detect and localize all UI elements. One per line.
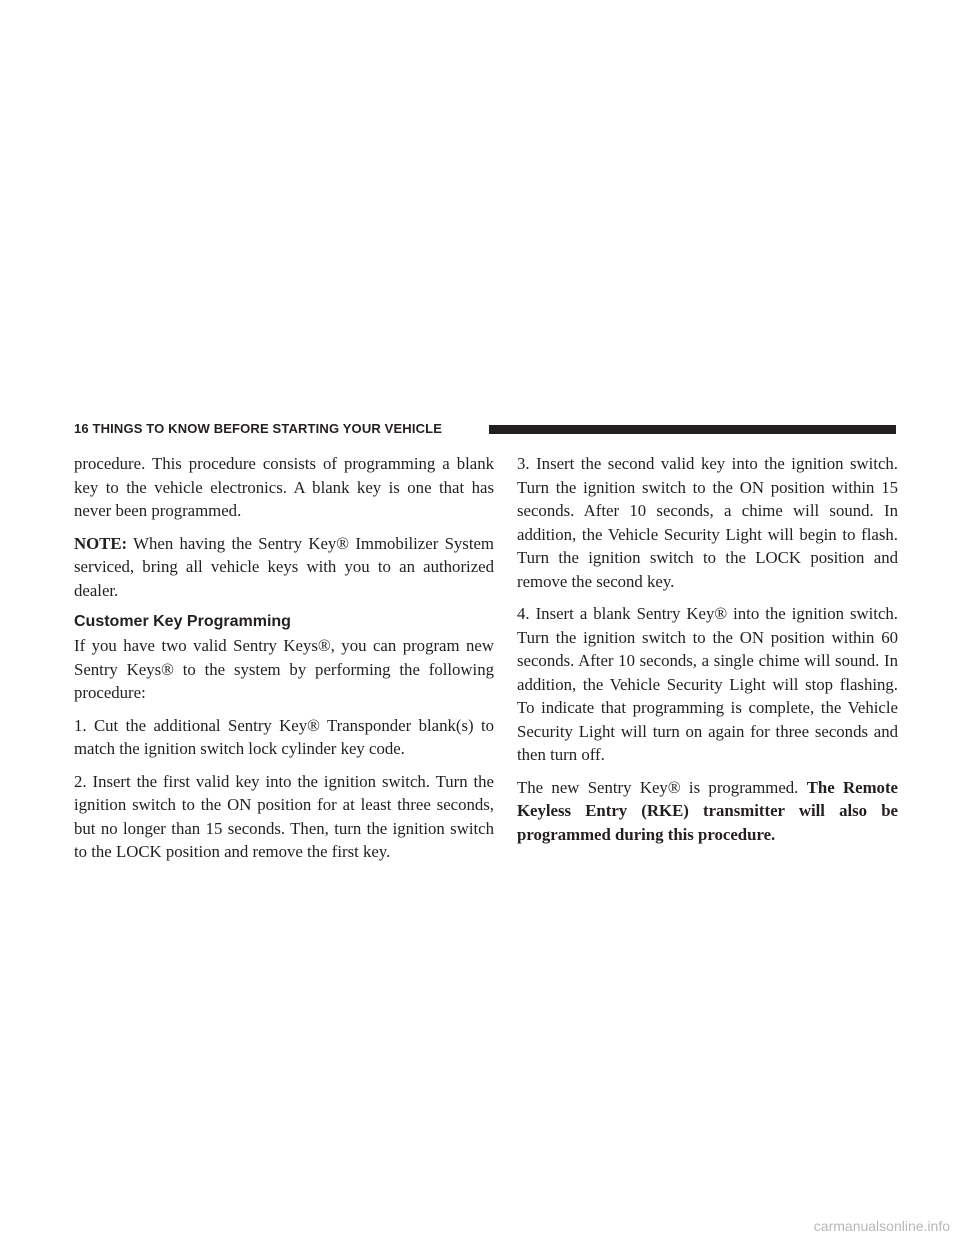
closing-bold-text: The Remote Keyless Entry (RKE) transmitter will also be programmed during this procedure. (517, 777, 898, 844)
note-paragraph (74, 532, 494, 603)
watermark: carmanualsonline.info (813, 1218, 950, 1234)
step-2: 2. Insert the first valid key into the ignition switch. Turn the ignition switch to the ON position for at least three seconds, but no longer than 15 seconds. Then, turn the ignition switch to the LOCK position and remove the first key. (74, 771, 494, 861)
paragraph-procedure: procedure. This procedure consists of programming a blank key to the vehicle electronics. A blank key is one that has never been programmed. (74, 454, 494, 520)
step-3: 3. Insert the second valid key into the ignition switch. Turn the ignition switch to the ON position within 15 seconds. After 10 seconds, a chime will sound. In addition, the Vehicle Security Light will begin to flash. Turn the ignition switch to the LOCK position and remove the second key. (517, 454, 898, 591)
page-header (74, 419, 896, 439)
note-label: NOTE: (74, 533, 128, 553)
right-column (517, 452, 898, 855)
step-4: 4. Insert a blank Sentry Key® into the ignition switch. Turn the ignition switch to the ON position within 60 seconds. After 10 seconds, a single chime will sound. In addition, the Vehicle Security Light will stop flashing. To indicate that programming is complete, the Vehicle Security Light will turn on again for three seconds and then turn off. (517, 604, 898, 764)
header-rule (489, 425, 896, 434)
page-title: 16 THINGS TO KNOW BEFORE STARTING YOUR VEHICLE (74, 421, 443, 436)
left-column (74, 452, 494, 873)
section-heading: Customer Key Programming (74, 613, 291, 630)
closing-text: The new Sentry Key® is programmed. (517, 777, 807, 797)
note-text: When having the Sentry Key® Immobilizer System serviced, bring all vehicle keys with you to an authorized dealer. (74, 533, 494, 600)
closing-paragraph (517, 776, 898, 847)
paragraph-intro: If you have two valid Sentry Keys®, you can program new Sentry Keys® to the system by performing the following procedure: (74, 636, 494, 702)
step-1: 1. Cut the additional Sentry Key® Transponder blank(s) to match the ignition switch lock cylinder key code. (74, 715, 494, 758)
